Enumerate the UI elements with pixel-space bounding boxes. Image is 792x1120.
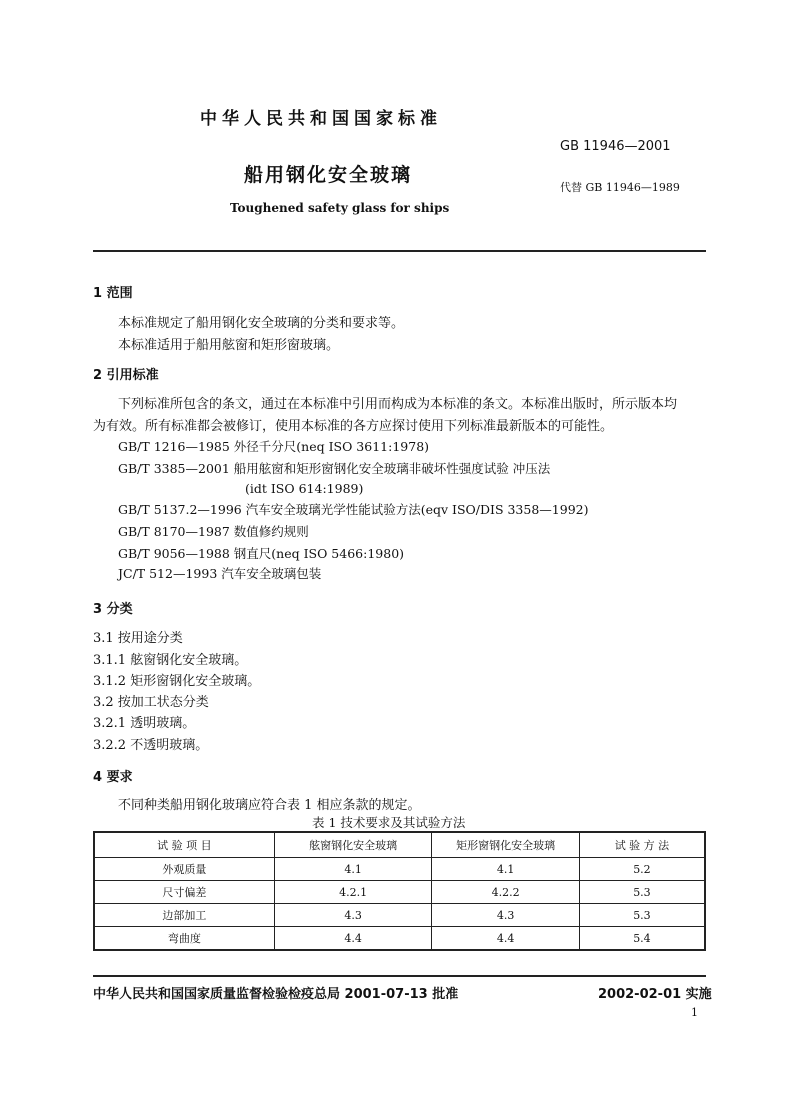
table-cell: 弯曲度 — [94, 927, 274, 951]
document-title-cn: 船用钢化安全玻璃 — [244, 164, 413, 186]
reference-item: GB/T 9056—1988 钢直尺(neq ISO 5466:1980) — [118, 546, 405, 561]
table-row — [94, 927, 705, 951]
section-1-para-2: 本标准适用于船用舷窗和矩形窗玻璃。 — [118, 338, 340, 353]
clause-item: 3.1 按用途分类 — [93, 631, 183, 646]
section-2-intro-line-2: 为有效。所有标准都会被修订，使用本标准的各方应探讨使用下列标准最新版本的可能性。 — [93, 419, 614, 434]
standard-number: GB 11946—2001 — [560, 139, 671, 154]
header-rule — [93, 250, 706, 252]
section-2-heading: 2 引用标准 — [93, 368, 159, 383]
table-cell: 4.3 — [274, 904, 432, 927]
table-cell: 4.1 — [432, 858, 580, 881]
section-4-para-1: 不同种类船用钢化玻璃应符合表 1 相应条款的规定。 — [118, 798, 421, 813]
table-cell: 外观质量 — [94, 858, 274, 881]
table-cell: 尺寸偏差 — [94, 881, 274, 904]
table-cell: 5.3 — [579, 881, 705, 904]
clause-item: 3.2.1 透明玻璃。 — [93, 716, 196, 731]
table-header-cell: 舷窗钢化安全玻璃 — [274, 832, 432, 858]
section-3-heading: 3 分类 — [93, 602, 133, 617]
table-cell: 4.4 — [274, 927, 432, 951]
section-1-para-1: 本标准规定了船用钢化安全玻璃的分类和要求等。 — [118, 316, 405, 331]
table-row — [94, 904, 705, 927]
page-number: 1 — [691, 1006, 698, 1019]
table-header-cell: 试 验 项 目 — [94, 832, 274, 858]
table-cell: 4.2.2 — [432, 881, 580, 904]
replaces-standard: 代替 GB 11946—1989 — [560, 181, 680, 194]
table-cell: 4.2.1 — [274, 881, 432, 904]
table-row — [94, 858, 705, 881]
table-cell: 5.3 — [579, 904, 705, 927]
reference-item: GB/T 1216—1985 外径千分尺(neq ISO 3611:1978) — [118, 439, 430, 454]
table-cell: 4.4 — [432, 927, 580, 951]
table-row — [94, 881, 705, 904]
clause-item: 3.2 按加工状态分类 — [93, 695, 209, 710]
requirements-table — [93, 831, 706, 951]
implementation-date: 2002-02-01 实施 — [598, 987, 712, 1002]
table-caption: 表 1 技术要求及其试验方法 — [312, 815, 466, 830]
approval-line: 中华人民共和国国家质量监督检验检疫总局 2001-07-13 批准 — [93, 987, 459, 1002]
section-4-heading: 4 要求 — [93, 770, 133, 785]
table-cell: 5.2 — [579, 858, 705, 881]
clause-item: 3.1.2 矩形窗钢化安全玻璃。 — [93, 674, 261, 689]
section-2-intro-line-1: 下列标准所包含的条文，通过在本标准中引用而构成为本标准的条文。本标准出版时，所示版本均 — [118, 397, 678, 412]
table-header-row — [94, 832, 705, 858]
footer-rule — [93, 975, 706, 977]
clause-item: 3.2.2 不透明玻璃。 — [93, 738, 209, 753]
standard-org-title: 中华人民共和国国家标准 — [200, 109, 442, 129]
reference-item: GB/T 5137.2—1996 汽车安全玻璃光学性能试验方法(eqv ISO/DIS 3358—1992) — [118, 502, 589, 517]
reference-item: JC/T 512—1993 汽车安全玻璃包装 — [118, 566, 322, 581]
table-cell: 4.3 — [432, 904, 580, 927]
table-header-cell: 矩形窗钢化安全玻璃 — [432, 832, 580, 858]
reference-item: GB/T 8170—1987 数值修约规则 — [118, 524, 309, 539]
section-1-heading: 1 范围 — [93, 286, 133, 301]
table-cell: 5.4 — [579, 927, 705, 951]
table-cell: 4.1 — [274, 858, 432, 881]
table-cell: 边部加工 — [94, 904, 274, 927]
document-title-en: Toughened safety glass for ships — [230, 201, 450, 215]
reference-item-continuation: (idt ISO 614:1989) — [245, 481, 364, 496]
reference-item: GB/T 3385—2001 船用舷窗和矩形窗钢化安全玻璃非破坏性强度试验 冲压法 — [118, 461, 551, 476]
clause-item: 3.1.1 舷窗钢化安全玻璃。 — [93, 653, 248, 668]
table-header-cell: 试 验 方 法 — [579, 832, 705, 858]
